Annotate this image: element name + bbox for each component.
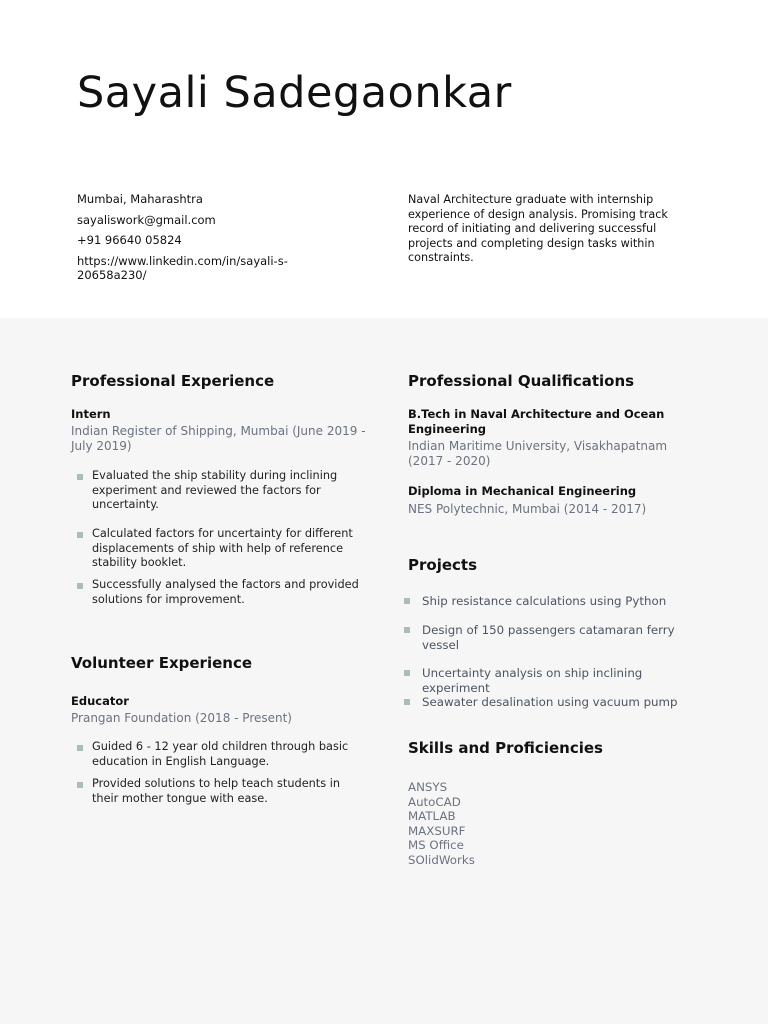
section-title-qualifications: Professional Qualifications: [408, 372, 635, 390]
professional-experience-bullet-3: [71, 578, 361, 607]
bullet-square-icon: [77, 583, 83, 589]
list-item: [71, 740, 361, 769]
skills-section: [408, 739, 708, 757]
qualification-entry-1: [408, 407, 698, 469]
volunteer-experience-entry: [71, 694, 366, 726]
skills-list: [408, 780, 708, 868]
contact-phone: +91 96640 05824: [77, 233, 182, 248]
bullet-square-icon: [77, 745, 83, 751]
qualification-entry-2: [408, 484, 698, 517]
bullet-square-icon: [77, 782, 83, 788]
project-text: Ship resistance calculations using Python: [422, 594, 667, 608]
role-organization: Indian Register of Shipping, Mumbai (June 2019 - July 2019): [71, 423, 366, 453]
skill-item: ANSYS: [408, 780, 448, 794]
contact-linkedin: https://www.linkedin.com/in/sayali-s-20658a230/: [77, 253, 288, 282]
project-item-2: [408, 623, 698, 653]
skill-item: AutoCAD: [408, 794, 461, 809]
list-item: [71, 777, 361, 806]
project-item-4: [408, 695, 708, 710]
bullet-text: Successfully analysed the factors and provided solutions for improvement.: [92, 578, 359, 606]
list-item: [71, 469, 361, 513]
role-title: Educator: [71, 694, 129, 708]
bullet-text: Evaluated the ship stability during inclining experiment and reviewed the factors for uncertainty.: [92, 469, 338, 512]
degree-title: Diploma in Mechanical Engineering: [408, 484, 637, 498]
list-item: [408, 623, 698, 653]
profile-summary: Naval Architecture graduate with internship experience of design analysis. Promising track record of initiating and delivering successful projects and completing design tasks within constraints.: [408, 193, 668, 265]
bullet-square-icon: [77, 532, 83, 538]
bullet-square-icon: [77, 474, 83, 480]
list-item: [71, 578, 361, 607]
list-item: [408, 594, 708, 609]
bullet-text: Provided solutions to help teach students in their mother tongue with ease.: [92, 777, 341, 805]
section-title-projects: Projects: [408, 556, 478, 574]
role-organization: Prangan Foundation (2018 - Present): [71, 710, 292, 725]
bullet-text: Guided 6 - 12 year old children through basic education in English Language.: [92, 740, 349, 768]
bullet-square-icon: [404, 670, 410, 676]
degree-title: B.Tech in Naval Architecture and Ocean Engineering: [408, 407, 665, 436]
professional-experience-entry: [71, 407, 366, 454]
list-item: [71, 527, 361, 571]
volunteer-experience-bullet-1: [71, 740, 361, 769]
degree-institution: NES Polytechnic, Mumbai (2014 - 2017): [408, 501, 647, 516]
section-title-professional-experience: Professional Experience: [71, 372, 275, 390]
list-item: [408, 666, 713, 696]
candidate-name: Sayali Sadegaonkar: [77, 68, 512, 118]
project-text: Design of 150 passengers catamaran ferry vessel: [422, 623, 675, 652]
contact-email: sayaliswork@gmail.com: [77, 212, 216, 227]
professional-experience-section: [71, 372, 366, 390]
list-item: [408, 695, 708, 710]
bullet-square-icon: [404, 699, 410, 705]
project-text: Seawater desalination using vacuum pump: [422, 695, 678, 709]
skill-item: MATLAB: [408, 809, 456, 824]
project-item-3: [408, 666, 713, 696]
contact-block: [77, 192, 327, 288]
volunteer-experience-bullet-2: [71, 777, 361, 806]
bullet-square-icon: [404, 598, 410, 604]
skill-item: MAXSURF: [408, 823, 466, 838]
qualifications-section: [408, 372, 708, 390]
section-title-skills: Skills and Proficiencies: [408, 739, 603, 757]
section-title-volunteer-experience: Volunteer Experience: [71, 654, 253, 672]
professional-experience-bullets: [71, 469, 361, 513]
bullet-square-icon: [404, 627, 410, 633]
role-title: Intern: [71, 407, 111, 421]
bullet-text: Calculated factors for uncertainty for different displacements of ship with help of reference stability booklet.: [92, 527, 353, 570]
skill-item: SOlidWorks: [408, 852, 475, 867]
volunteer-experience-section: [71, 654, 366, 672]
professional-experience-bullet-2: [71, 527, 361, 571]
contact-location: Mumbai, Maharashtra: [77, 192, 203, 206]
project-text: Uncertainty analysis on ship inclining experiment: [422, 666, 643, 695]
projects-section: [408, 556, 708, 574]
skill-item: MS Office: [408, 838, 464, 853]
project-item-1: [408, 594, 708, 609]
degree-institution: Indian Maritime University, Visakhapatnam (2017 - 2020): [408, 439, 668, 468]
